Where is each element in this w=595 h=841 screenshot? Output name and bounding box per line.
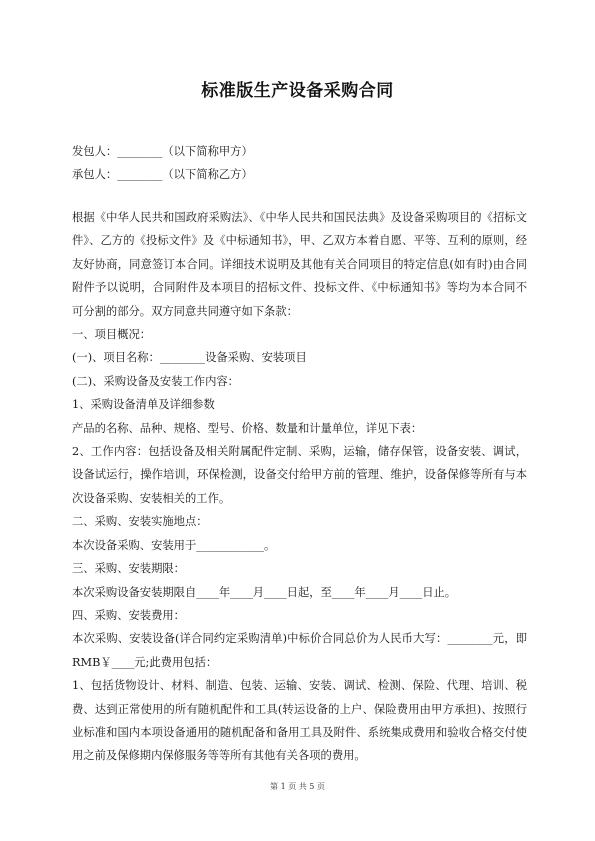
party-b-line: 承包人：________（以下简称乙方） [72, 168, 253, 181]
item-work-content-heading: (二)、采购设备及安装工作内容： [72, 374, 239, 388]
item-equipment-list-text: 产品的名称、品种、规格、型号、价格、数量和计量单位，详见下表： [72, 421, 423, 435]
document-title: 标准版生产设备采购合同 [201, 81, 394, 101]
section-3-text: 本次采购设备安装期限自____年____月____日起，至____年____月____日止。 [72, 585, 457, 599]
party-a-line: 发包人：________（以下简称甲方） [72, 145, 253, 158]
section-4-item-1: 1、包括货物设计、材料、制造、包装、运输、安装、调试、检测、保险、代理、培训、税费、达到正常使用的所有随机配件和工具(转运设备的上户、保险费用由甲方承担)、按照行业标准和国内本项设备通用的随机配备和备用工具及附件、系统集成费用和验收合格交付使用之前及保修期内保修服务等等所有其他有关各项的费用。 [72, 679, 527, 763]
section-2-text: 本次设备采购、安装用于____________。 [72, 538, 276, 552]
parties-block [72, 140, 527, 186]
section-heading-3: 三、采购、安装期限： [72, 562, 185, 576]
intro-paragraph: 根据《中华人民共和国政府采购法》、《中华人民共和国民法典》及设备采购项目的《招标文件》、乙方的《投标文件》及《中标通知书》，甲、乙双方本着自愿、平等、互利的原则，经友好协商，同意签订本合同。详细技术说明及其他有关合同项目的特定信息(如有时)由合同附件予以说明，合同附件及本项目的招标文件、投标文件、《中标通知书》等均为本合同不可分割的部分。双方同意共同遵守如下条款： [72, 211, 527, 318]
section-heading-1: 一、项目概况： [72, 328, 152, 342]
item-work-content-paragraph: 2、工作内容：包括设备及相关附属配件定制、采购，运输，储存保管，设备安装、调试，设备试运行，操作培训，环保检测，设备交付给甲方前的管理、维护，设备保修等所有与本次设备采购、安装相关的工作。 [72, 445, 527, 505]
page-footer: 第 1 页 共 5 页 [270, 782, 325, 791]
item-equipment-list-heading: 1、采购设备清单及详细参数 [72, 398, 215, 412]
section-4-text: 本次采购、安装设备(详合同约定采购清单)中标价合同总价为人民币大写：________元，即 RMB￥____元;此费用包括： [72, 632, 527, 669]
contract-body [72, 206, 527, 768]
section-heading-4: 四、采购、安装费用： [72, 608, 185, 622]
section-heading-2: 二、采购、安装实施地点： [72, 515, 208, 529]
item-project-name: (一)、项目名称：________设备采购、安装项目 [72, 351, 307, 365]
